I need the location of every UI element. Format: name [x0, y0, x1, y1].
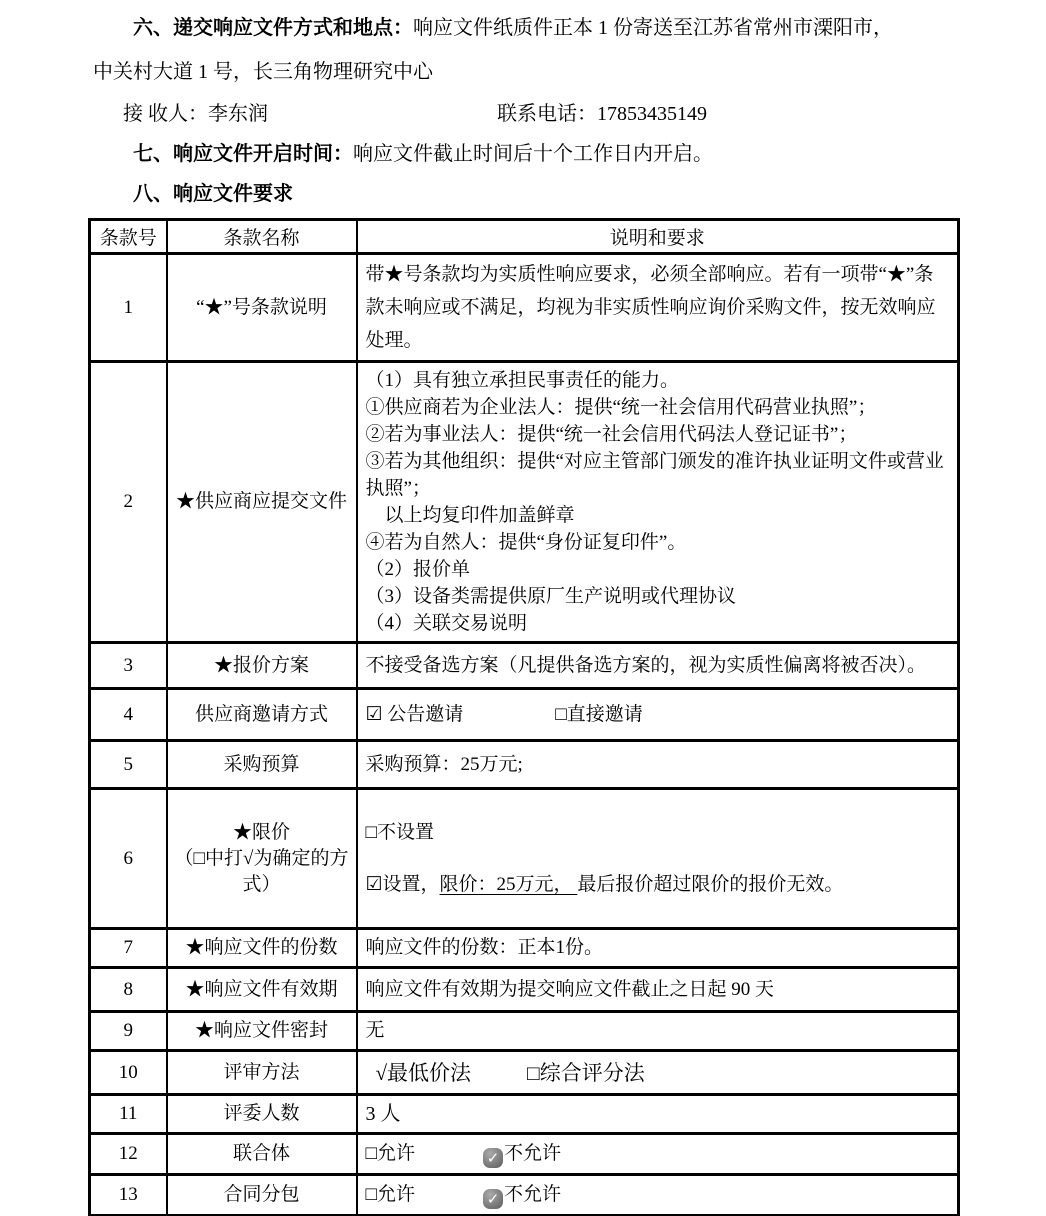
table-row: [90, 362, 959, 643]
requirement-line: ④若为自然人：提供“身份证复印件”。: [365, 532, 687, 553]
clause-desc: [357, 1134, 959, 1175]
table-row: [90, 1134, 959, 1175]
validity-text: 响应文件有效期为提交响应文件截止之日起 90 天: [365, 978, 775, 1000]
requirement-line: 以上均复印件加盖鲜章: [365, 505, 575, 526]
clause-no: 9: [90, 1012, 167, 1051]
limit-price-title: ★限价: [232, 821, 290, 843]
clause-no: 8: [90, 968, 167, 1012]
table-row: [90, 1051, 959, 1095]
budget-text: 采购预算：25万元;: [365, 753, 523, 775]
clause-no: 12: [90, 1134, 167, 1175]
clause-desc: [357, 968, 959, 1012]
section-7-label: 七、响应文件开启时间：: [133, 143, 353, 165]
copies-text: 响应文件的份数：正本1份。: [365, 937, 604, 958]
col-header-description: 说明和要求: [357, 220, 959, 254]
clause-desc: [357, 643, 959, 689]
receiver-label: 接 收人：: [123, 103, 208, 125]
quote-plan-text: 不接受备选方案（凡提供备选方案的，视为实质性偏离将被否决）。: [365, 654, 927, 676]
checkbox-lowest-price-checked[interactable]: √最低价法: [375, 1060, 472, 1085]
table-row: [90, 1012, 959, 1051]
clause-desc: [357, 1051, 959, 1095]
section-6-paragraph: [93, 6, 966, 94]
requirement-line: （4）关联交易说明: [365, 613, 528, 634]
section-7-paragraph: [93, 134, 966, 174]
clause-name: ★报价方案: [167, 643, 357, 689]
clause-no: 13: [90, 1175, 167, 1216]
checkbox-no-limit-unchecked[interactable]: □不设置: [365, 821, 434, 843]
checkbox-direct-invite-unchecked[interactable]: □直接邀请: [555, 703, 643, 725]
receiver-name: 李东润: [208, 103, 268, 125]
clause-desc: [357, 1012, 959, 1051]
gray-check-icon: [483, 1189, 503, 1209]
clause-name: 供应商邀请方式: [167, 689, 357, 741]
clause-no: 7: [90, 929, 167, 968]
checkbox-comprehensive-score-unchecked[interactable]: □综合评分法: [527, 1060, 645, 1085]
clause-desc: [357, 929, 959, 968]
clause-no: 4: [90, 689, 167, 741]
table-row: [90, 1095, 959, 1134]
checkbox-subcontract-allowed-unchecked[interactable]: □允许: [365, 1184, 415, 1205]
clause-no: 1: [90, 254, 167, 362]
clause-name: 采购预算: [167, 741, 357, 789]
phone-field: [497, 103, 707, 125]
requirement-line: （3）设备类需提供原厂生产说明或代理协议: [365, 586, 737, 607]
requirement-line: ①供应商若为企业法人：提供“统一社会信用代码营业执照”；: [365, 397, 877, 418]
requirement-line: （2）报价单: [365, 559, 471, 580]
section-8-label: 八、响应文件要求: [133, 183, 293, 205]
limit-price-subtitle: （□中打√为确定的方式）: [174, 847, 349, 895]
section-6-label: 六、递交响应文件方式和地点：: [133, 17, 413, 39]
clause-no: 5: [90, 741, 167, 789]
clause-no: 11: [90, 1095, 167, 1134]
section-8-paragraph: [93, 174, 966, 214]
section-7-text: 响应文件截止时间后十个工作日内开启。: [353, 143, 713, 165]
section-6-text-line2: 中关村大道 1 号，长三角物理研究中心: [93, 61, 433, 83]
clause-no: 10: [90, 1051, 167, 1095]
requirement-line: （1）具有独立承担民事责任的能力。: [365, 370, 680, 391]
requirement-line: ②若为事业法人：提供“统一社会信用代码法人登记证书”；: [365, 424, 858, 445]
clause-name: 评委人数: [167, 1095, 357, 1134]
table-row: [90, 643, 959, 689]
table-row: [90, 929, 959, 968]
star-clause-explanation: 带★号条款均为实质性响应要求，必须全部响应。若有一项带“★”条款未响应或不满足，均视为非实质性响应询价采购文件，按无效响应处理。: [365, 264, 936, 351]
limit-set-prefix: ☑设置，: [365, 873, 440, 895]
clause-name: 评审方法: [167, 1051, 357, 1095]
clause-desc: [357, 789, 959, 929]
contact-line: [93, 94, 966, 134]
table-row: [90, 789, 959, 929]
clause-no: 6: [90, 789, 167, 929]
clause-name: “★”号条款说明: [167, 254, 357, 362]
table-row: [90, 968, 959, 1012]
not-allowed-label: 不允许: [503, 1143, 561, 1164]
limit-price-underlined: 限价：25万元，: [439, 873, 578, 895]
table-row: [90, 1175, 959, 1216]
clause-desc: [357, 254, 959, 362]
not-allowed-label: 不允许: [503, 1184, 561, 1205]
sealing-text: 无: [365, 1020, 385, 1041]
requirement-line: ③若为其他组织：提供“对应主管部门颁发的准许执业证明文件或营业执照”；: [365, 451, 944, 499]
clause-desc: [357, 362, 959, 643]
phone-number: 17853435149: [597, 103, 707, 125]
col-header-clause-no: 条款号: [90, 220, 167, 254]
checkbox-consortium-allowed-unchecked[interactable]: □允许: [365, 1143, 415, 1164]
clause-name: ★响应文件有效期: [167, 968, 357, 1012]
clause-name: ★响应文件密封: [167, 1012, 357, 1051]
clause-desc: [357, 1175, 959, 1216]
table-row: [90, 254, 959, 362]
check-glyph: ✓: [486, 1190, 500, 1208]
checkbox-public-invite-checked[interactable]: ☑ 公告邀请: [365, 703, 464, 725]
clause-name: 合同分包: [167, 1175, 357, 1216]
col-header-clause-name: 条款名称: [167, 220, 357, 254]
clause-no: 3: [90, 643, 167, 689]
clause-desc: [357, 741, 959, 789]
receiver-field: [123, 94, 497, 134]
phone-label: 联系电话：: [497, 103, 597, 125]
clause-name: ★供应商应提交文件: [167, 362, 357, 643]
clause-desc: [357, 1095, 959, 1134]
clause-name: [167, 789, 357, 929]
clause-name: ★响应文件的份数: [167, 929, 357, 968]
table-header-row: [90, 220, 959, 254]
limit-set-suffix: 最后报价超过限价的报价无效。: [577, 873, 844, 895]
clause-no: 2: [90, 362, 167, 643]
clause-desc: [357, 689, 959, 741]
gray-check-icon: [483, 1148, 503, 1168]
response-requirements-table: [88, 218, 960, 1216]
check-glyph: ✓: [486, 1149, 500, 1167]
checkbox-subcontract-not-allowed-checked[interactable]: [483, 1184, 561, 1208]
section-6-text: 响应文件纸质件正本 1 份寄送至江苏省常州市溧阳市，: [413, 17, 893, 39]
evaluators-count-text: 3 人: [365, 1103, 401, 1125]
table-row: [90, 689, 959, 741]
clause-name: 联合体: [167, 1134, 357, 1175]
table-row: [90, 741, 959, 789]
checkbox-limit-set-checked[interactable]: [366, 870, 950, 900]
checkbox-consortium-not-allowed-checked[interactable]: [483, 1143, 561, 1167]
